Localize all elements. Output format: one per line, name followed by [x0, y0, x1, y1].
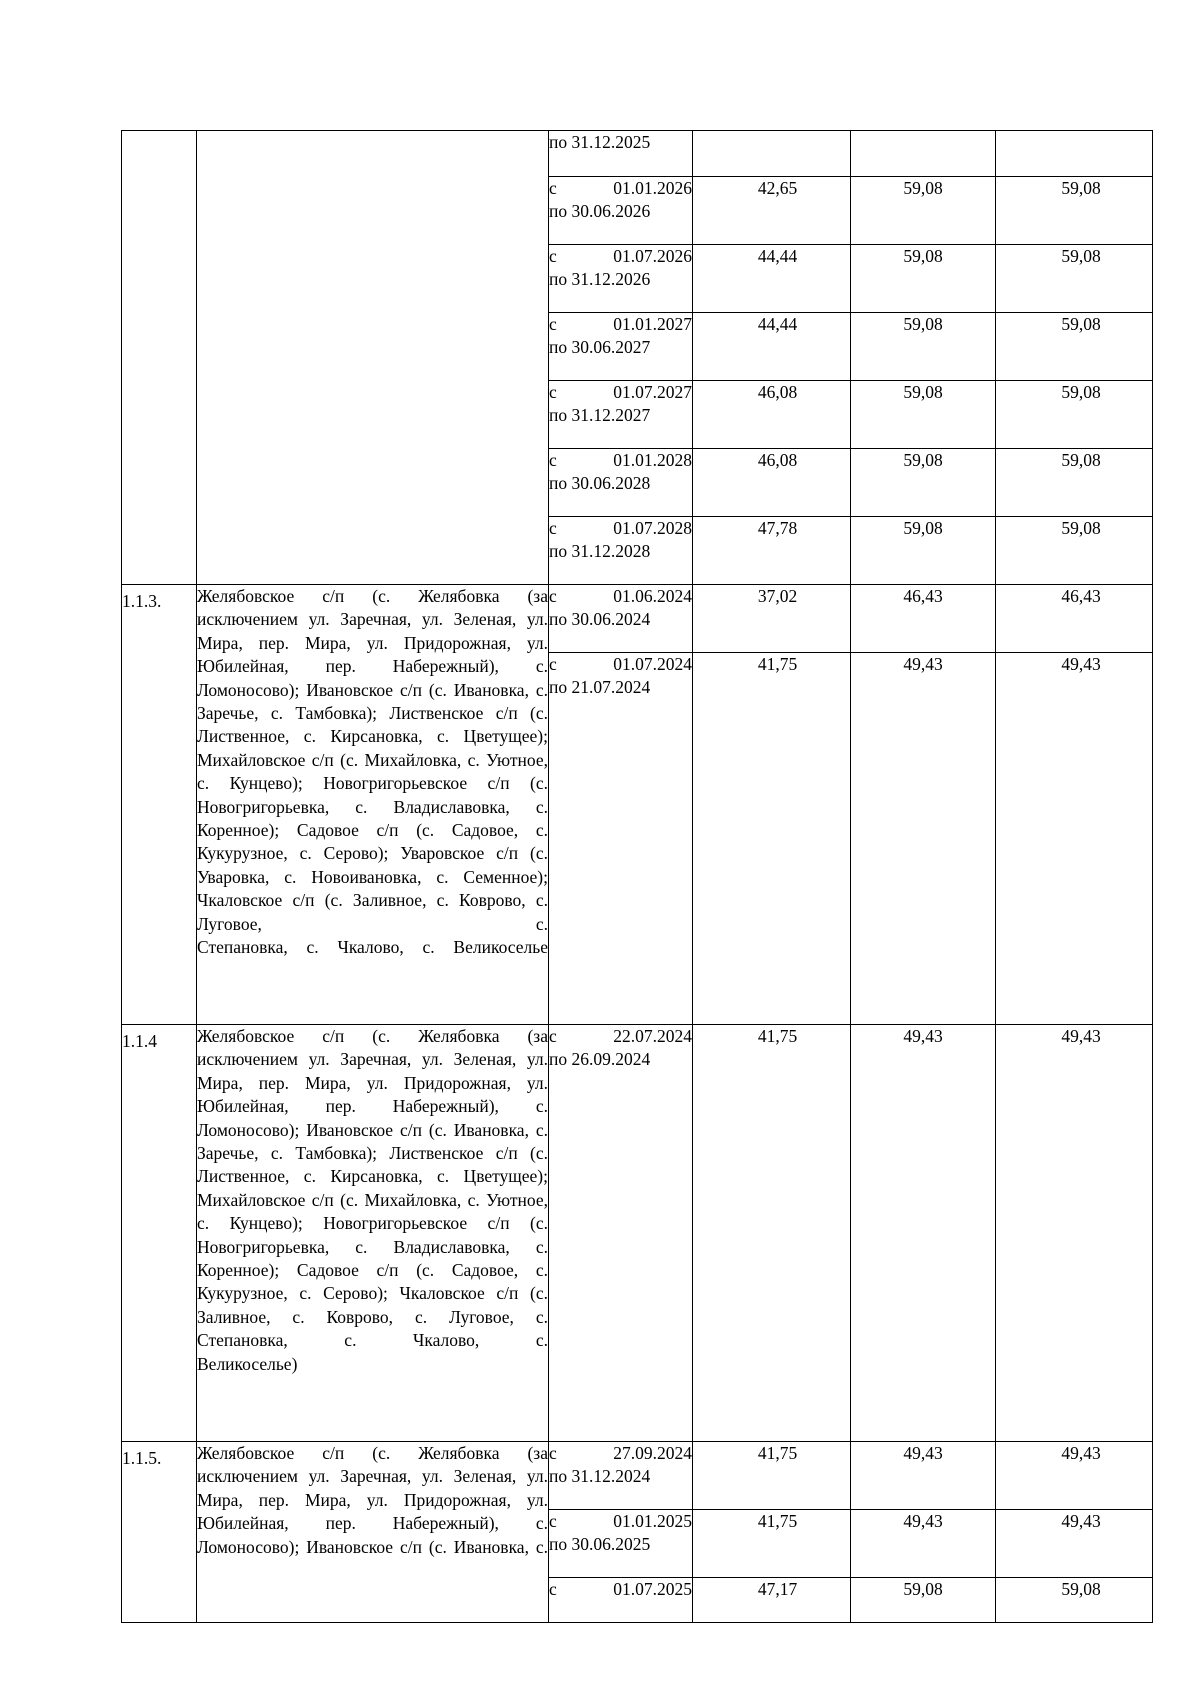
period-to: по 26.09.2024 [549, 1049, 651, 1070]
period-from-label: с [549, 518, 557, 538]
value-cell: 59,08 [851, 177, 996, 245]
period-from-label: с [549, 178, 557, 198]
item-number: 1.1.4 [122, 1025, 197, 1442]
value-cell: 59,08 [851, 1578, 996, 1623]
period-from-label: с [549, 1579, 557, 1599]
value-cell [693, 131, 851, 177]
value-cell: 59,08 [851, 313, 996, 381]
period-from-label: с [549, 382, 557, 402]
period-cell [549, 1442, 693, 1510]
value-cell: 47,17 [693, 1578, 851, 1623]
description-last-line: Великоселье) [197, 1353, 298, 1374]
description-text: Желябовское с/п (с. Желябовка (за исключением ул. Заречная, ул. Зеленая, ул. Мира, пер. Мира, ул. Придорожная, ул. Юбилейная, пер. Набережный), с. Ломоносово); Ивановское с/п (с. Ивановка, с. [197, 1443, 548, 1557]
period-from: 01.07.2024 [613, 654, 692, 674]
period-to: по 31.12.2027 [549, 405, 651, 426]
table-row [122, 1025, 1153, 1442]
value-cell: 47,78 [693, 517, 851, 585]
value-cell: 59,08 [996, 449, 1153, 517]
value-cell: 59,08 [996, 517, 1153, 585]
period-cell [549, 381, 693, 449]
description-last-line: Степановка, с. Чкалово, с. Великоселье [197, 937, 548, 958]
period-from: 01.01.2025 [613, 1511, 692, 1531]
value-cell: 42,65 [693, 177, 851, 245]
value-cell: 49,43 [851, 1025, 996, 1442]
description-text: Желябовское с/п (с. Желябовка (за исключением ул. Заречная, ул. Зеленая, ул. Мира, пер. Мира, ул. Придорожная, ул. Юбилейная, пер. Набережный), с. Ломоносово); Ивановское с/п (с. Ивановка, с. Заречье, с. Тамбовка); Лиственское с/п (с. Лиственное, с. Кирсановка, с. Цветущее); Михайловское с/п (с. Михайловка, с. Уютное, с. Кунцево); Новогригорьевское с/п (с. Новогригорьевка, с. Владиславовка, с. Коренное); Садовое с/п (с. Садовое, с. Кукурузное, с. Серово); Чкаловское с/п (с. Заливное, с. Коврово, с. Луговое, с. Степановка, с. Чкалово, с. [197, 1026, 548, 1351]
value-cell: 49,43 [851, 1510, 996, 1578]
period-to: по 31.12.2024 [549, 1466, 651, 1487]
value-cell: 41,75 [693, 1025, 851, 1442]
item-number-cell [122, 131, 197, 585]
period-cell [549, 653, 693, 1025]
period-cell [549, 177, 693, 245]
period-from: 01.07.2028 [613, 518, 692, 538]
item-description [197, 585, 549, 1025]
tariff-table [121, 130, 1153, 1623]
period-from: 01.07.2025 [613, 1579, 692, 1599]
period-to: по 30.06.2026 [549, 201, 651, 222]
value-cell: 49,43 [996, 1025, 1153, 1442]
period-cell [549, 1578, 693, 1623]
item-number: 1.1.3. [122, 585, 197, 1025]
period-to: по 31.12.2025 [549, 132, 651, 152]
period-cell [549, 1025, 693, 1442]
value-cell: 59,08 [996, 245, 1153, 313]
value-cell: 37,02 [693, 585, 851, 653]
value-cell: 59,08 [996, 177, 1153, 245]
value-cell: 41,75 [693, 1510, 851, 1578]
value-cell: 46,43 [851, 585, 996, 653]
period-from-label: с [549, 1511, 557, 1531]
period-cell [549, 313, 693, 381]
period-cell [549, 131, 693, 177]
period-from-label: с [549, 450, 557, 470]
period-from: 01.01.2028 [613, 450, 692, 470]
period-from: 01.07.2026 [613, 246, 692, 266]
value-cell: 49,43 [996, 653, 1153, 1025]
period-from: 01.01.2026 [613, 178, 692, 198]
period-from: 01.06.2024 [613, 586, 692, 606]
item-description [197, 1442, 549, 1623]
description-text: Желябовское с/п (с. Желябовка (за исключением ул. Заречная, ул. Зеленая, ул. Мира, пер. Мира, ул. Придорожная, ул. Юбилейная, пер. Набережный), с. Ломоносово); Ивановское с/п (с. Ивановка, с. Заречье, с. Тамбовка); Лиственское с/п (с. Лиственное, с. Кирсановка, с. Цветущее); Михайловское с/п (с. Михайловка, с. Уютное, с. Кунцево); Новогригорьевское с/п (с. Новогригорьевка, с. Владиславовка, с. Коренное); Садовое с/п (с. Садовое, с. Кукурузное, с. Серово); Уваровское с/п (с. Уваровка, с. Новоивановка, с. Семенное); Чкаловское с/п (с. Заливное, с. Коврово, с. Луговое, с. [197, 586, 548, 934]
period-to: по 31.12.2026 [549, 269, 651, 290]
value-cell: 59,08 [851, 245, 996, 313]
value-cell: 44,44 [693, 245, 851, 313]
table-row [122, 1442, 1153, 1510]
period-to: по 31.12.2028 [549, 541, 651, 562]
period-cell [549, 245, 693, 313]
value-cell: 59,08 [996, 381, 1153, 449]
period-cell [549, 449, 693, 517]
period-from-label: с [549, 654, 557, 674]
value-cell: 49,43 [851, 653, 996, 1025]
value-cell: 41,75 [693, 1442, 851, 1510]
period-from-label: с [549, 1443, 557, 1463]
period-to: по 30.06.2024 [549, 609, 651, 630]
value-cell [851, 131, 996, 177]
period-cell [549, 1510, 693, 1578]
value-cell: 49,43 [996, 1442, 1153, 1510]
period-cell [549, 517, 693, 585]
value-cell: 46,43 [996, 585, 1153, 653]
value-cell: 49,43 [851, 1442, 996, 1510]
value-cell: 46,08 [693, 381, 851, 449]
value-cell: 59,08 [996, 313, 1153, 381]
period-to: по 30.06.2025 [549, 1534, 651, 1555]
table-row [122, 585, 1153, 653]
value-cell: 41,75 [693, 653, 851, 1025]
period-from: 01.01.2027 [613, 314, 692, 334]
value-cell: 59,08 [851, 381, 996, 449]
period-cell [549, 585, 693, 653]
item-description-cell [197, 131, 549, 585]
value-cell [996, 131, 1153, 177]
period-from: 27.09.2024 [613, 1443, 692, 1463]
value-cell: 46,08 [693, 449, 851, 517]
item-description [197, 1025, 549, 1442]
item-number: 1.1.5. [122, 1442, 197, 1623]
period-from-label: с [549, 246, 557, 266]
value-cell: 59,08 [851, 517, 996, 585]
value-cell: 44,44 [693, 313, 851, 381]
period-to: по 30.06.2028 [549, 473, 651, 494]
period-from-label: с [549, 586, 557, 606]
period-from: 01.07.2027 [613, 382, 692, 402]
value-cell: 59,08 [851, 449, 996, 517]
period-to: по 21.07.2024 [549, 677, 651, 698]
period-from-label: с [549, 314, 557, 334]
value-cell: 59,08 [996, 1578, 1153, 1623]
period-from: 22.07.2024 [613, 1026, 692, 1046]
period-from-label: с [549, 1026, 557, 1046]
period-to: по 30.06.2027 [549, 337, 651, 358]
value-cell: 49,43 [996, 1510, 1153, 1578]
table-row [122, 131, 1153, 177]
